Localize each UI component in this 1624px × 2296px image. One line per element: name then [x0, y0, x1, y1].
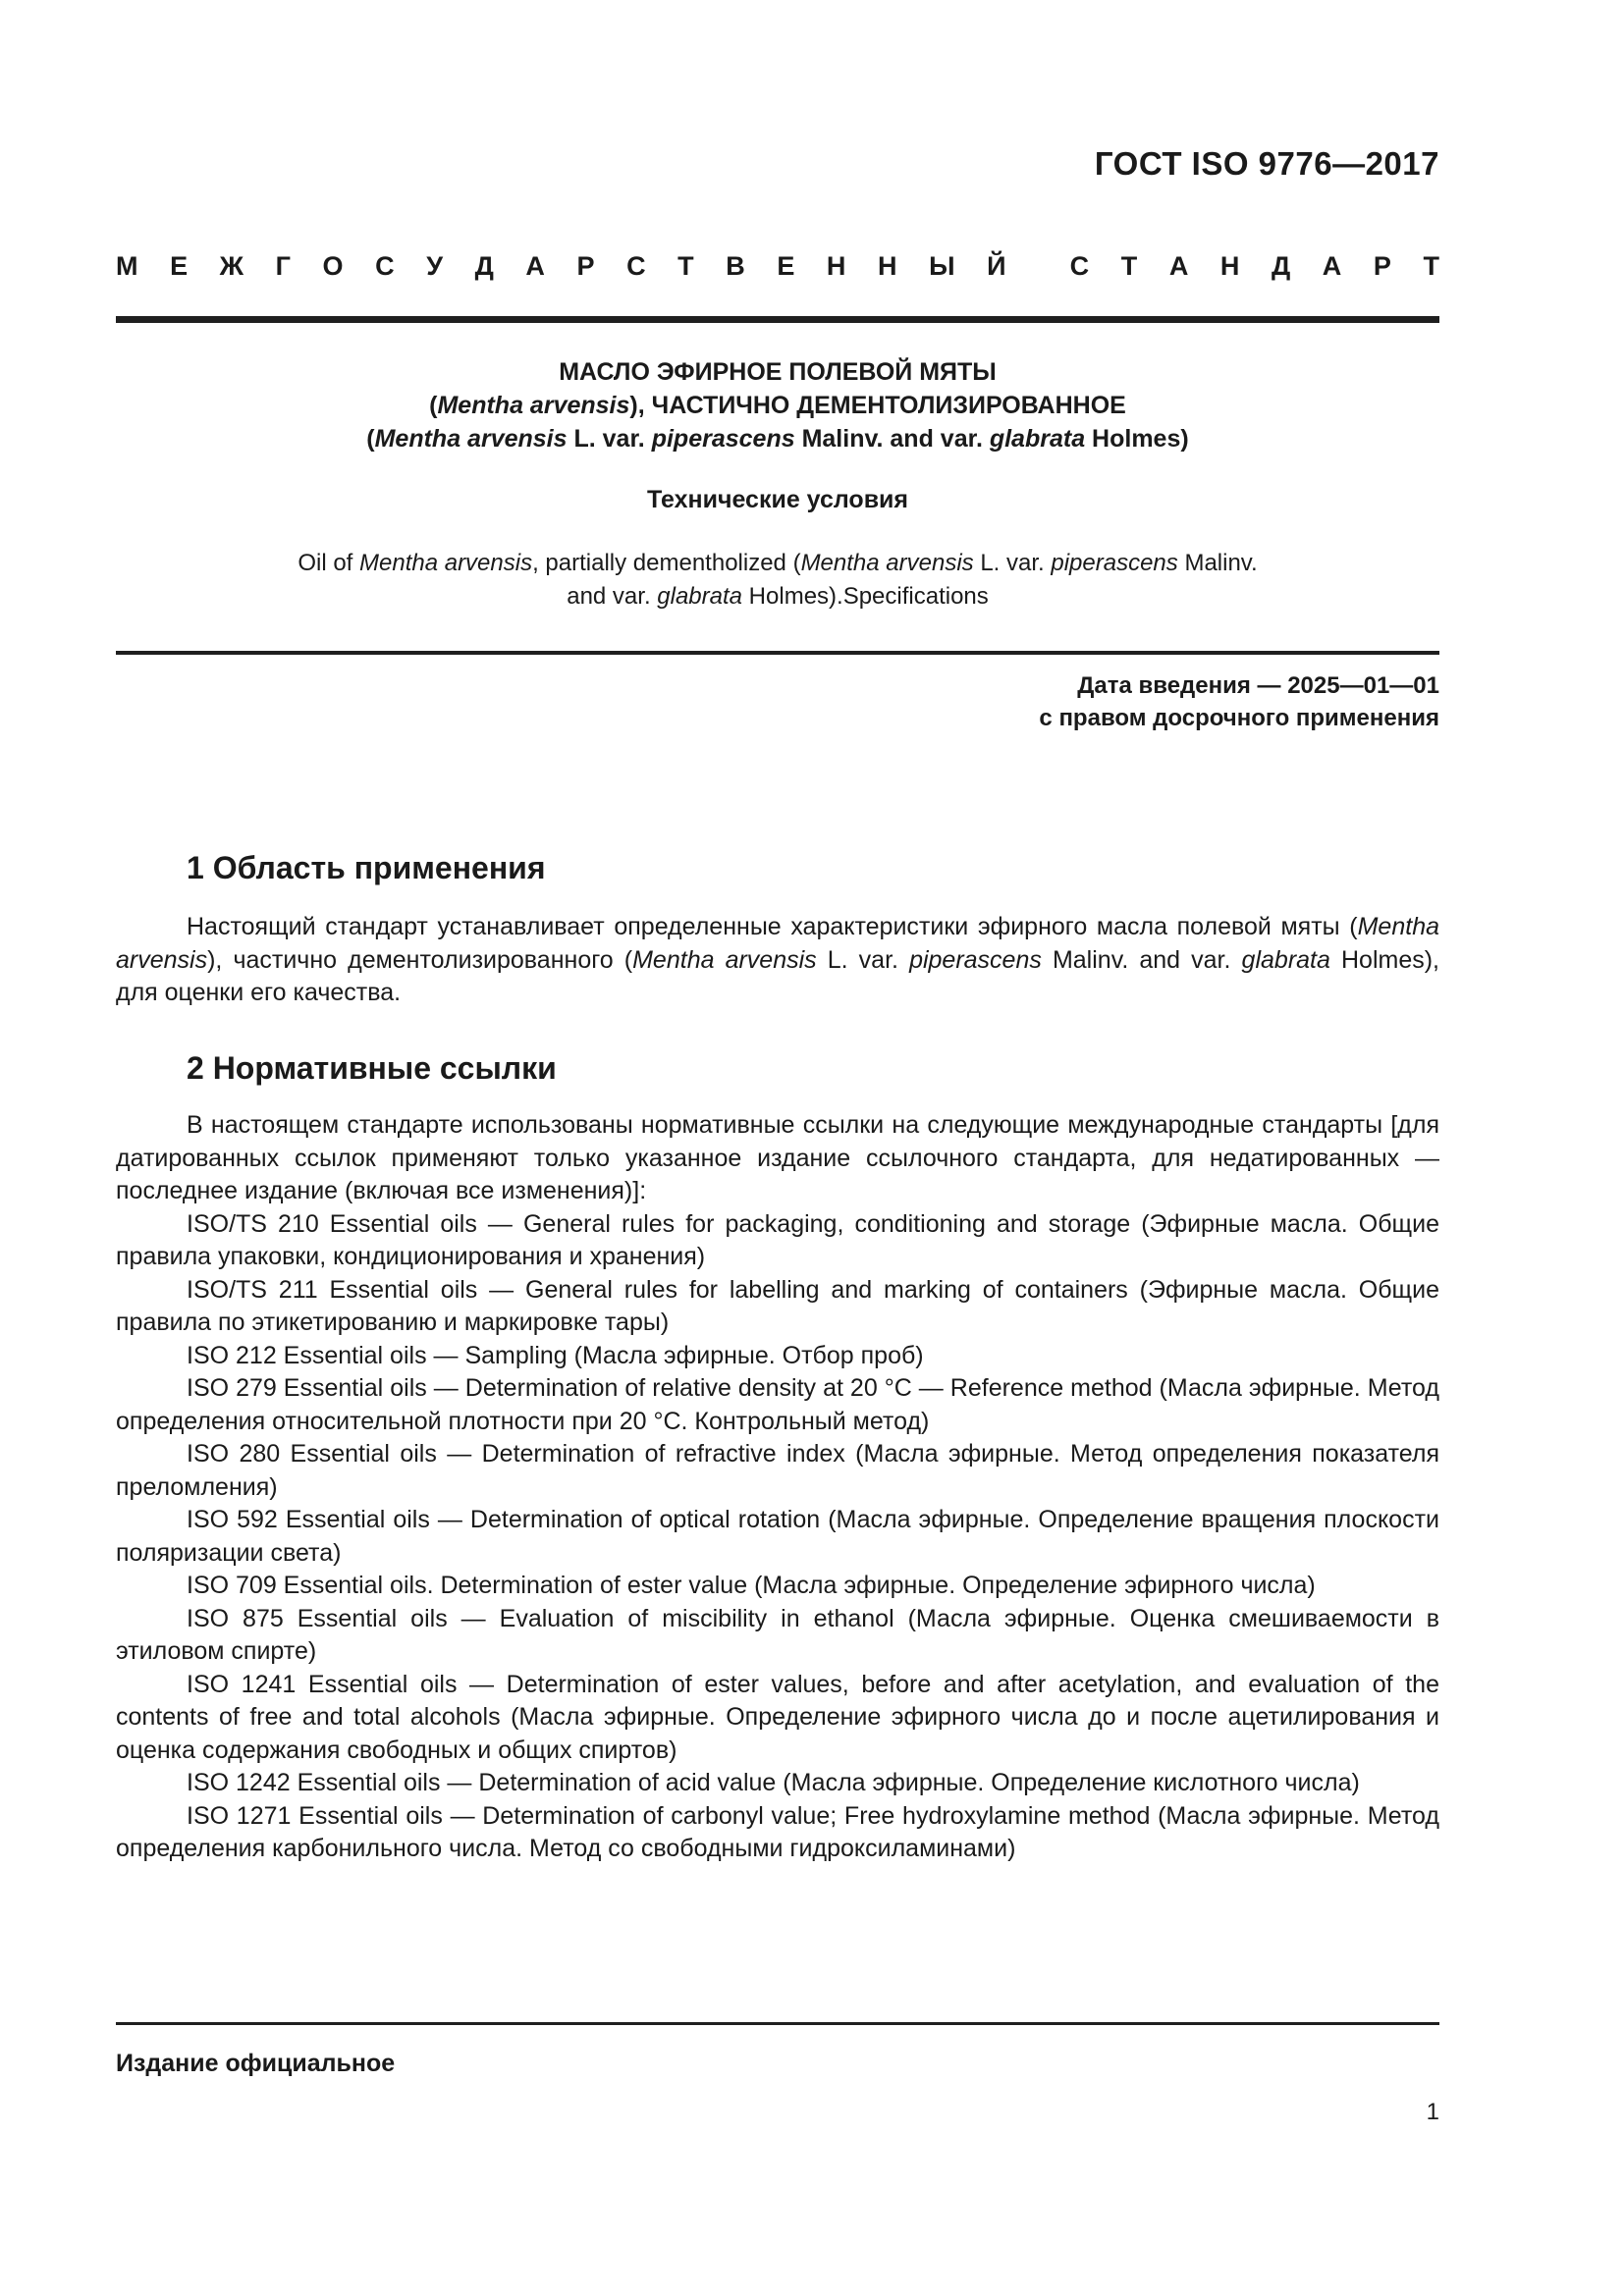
- title-divider: [116, 651, 1439, 655]
- reference-item: ISO 279 Essential oils — Determination of relative density at 20 °C — Reference method (Масла эфирные. Метод определения относительной плотности при 20 °С. Контрольный метод): [116, 1374, 1439, 1435]
- english-title-line-1: [116, 547, 1439, 580]
- en-text: L. var.: [973, 550, 1052, 576]
- standard-kind-letter: Ы: [929, 251, 955, 281]
- introduction-date: [1039, 669, 1439, 734]
- standard-kind-letter: О: [322, 251, 344, 281]
- standard-kind-letter: Р: [576, 251, 595, 281]
- en-text: Malinv.: [1177, 550, 1258, 576]
- standard-kind-letter: С: [375, 251, 395, 281]
- title-line-2: (Mentha arvensis), ЧАСТИЧНО ДЕМЕНТОЛИЗИРОВАННОЕ: [429, 392, 1126, 419]
- latin-var: piperascens: [909, 945, 1042, 974]
- body-text: Malinv. and var.: [1041, 945, 1242, 974]
- standard-number: ГОСТ ISO 9776—2017: [1094, 145, 1439, 182]
- standard-kind-letter: Н: [878, 251, 897, 281]
- header-divider: [116, 316, 1439, 323]
- reference-item: ISO 212 Essential oils — Sampling (Масла эфирные. Отбор проб): [187, 1341, 924, 1369]
- english-title: [116, 547, 1439, 614]
- body-text: Holmes), для оценки его качества.: [116, 945, 1439, 1006]
- title-line-3: (Mentha arvensis L. var. piperascens Malinv. and var. glabrata Holmes): [366, 425, 1189, 453]
- standard-kind-letter: Т: [1423, 251, 1439, 281]
- standard-kind-letter: У: [426, 251, 444, 281]
- standard-kind-letter: Д: [1271, 251, 1291, 281]
- official-edition-label: Издание официальное: [116, 2050, 396, 2077]
- reference-item: ISO 592 Essential oils — Determination of optical rotation (Масла эфирные. Определение вращения плоскости поляризации света): [116, 1506, 1439, 1567]
- en-latin: piperascens: [1051, 550, 1178, 576]
- en-latin: Mentha arvensis: [359, 550, 533, 576]
- reference-item: ISO/TS 211 Essential oils — General rules for labelling and marking of containers (Эфирные масла. Общие правила по этикетированию и маркировке тары): [116, 1275, 1439, 1336]
- reference-item: ISO 1271 Essential oils — Determination of carbonyl value; Free hydroxylamine method (Масла эфирные. Метод определения карбонильного числа. Метод со свободными гидроксиламинами): [116, 1801, 1439, 1862]
- standard-kind-letter: Е: [777, 251, 795, 281]
- standard-kind-letter: А: [1322, 251, 1342, 281]
- standard-kind-letter: Т: [677, 251, 694, 281]
- section-2-heading: 2 Нормативные ссылки: [187, 1050, 557, 1086]
- reference-item: ISO 875 Essential oils — Evaluation of miscibility in ethanol (Масла эфирные. Оценка смешиваемости в этиловом спирте): [116, 1604, 1439, 1665]
- body-text: L. var.: [816, 945, 910, 974]
- title-text: Malinv. and var.: [794, 425, 990, 453]
- reference-item: ISO 280 Essential oils — Determination of refractive index (Масла эфирные. Метод определения показателя преломления): [116, 1440, 1439, 1501]
- reference-item: ISO/TS 210 Essential oils — General rules for packaging, conditioning and storage (Эфирные масла. Общие правила упаковки, кондиционирования и хранения): [116, 1209, 1439, 1270]
- en-text: , partially dementholized (: [532, 550, 801, 576]
- en-latin: glabrata: [657, 583, 743, 610]
- standard-kind-letter: В: [726, 251, 745, 281]
- document-subtitle: Технические условия: [646, 486, 909, 513]
- standard-kind-letter: Е: [170, 251, 189, 281]
- standard-kind-letter: Р: [1373, 251, 1391, 281]
- standard-kind-letter: Г: [275, 251, 291, 281]
- standard-kind-letter: Ж: [219, 251, 244, 281]
- title-latin-name: Mentha arvensis: [437, 392, 630, 419]
- page-number: 1: [1426, 2099, 1439, 2125]
- title-text: Holmes): [1085, 425, 1189, 453]
- reference-item: ISO 1242 Essential oils — Determination of acid value (Масла эфирные. Определение кислотного числа): [187, 1769, 1360, 1796]
- en-text: Holmes).Specifications: [742, 583, 989, 610]
- standard-kind-letter: Н: [826, 251, 846, 281]
- latin-var: glabrata: [1241, 945, 1330, 974]
- section-1-body: [116, 911, 1439, 1010]
- title-text: L. var.: [567, 425, 652, 453]
- latin-name: Mentha arvensis: [116, 913, 1439, 974]
- standard-kind-letter: М: [116, 251, 138, 281]
- title-line-1: МАСЛО ЭФИРНОЕ ПОЛЕВОЙ МЯТЫ: [559, 358, 997, 386]
- section-1-heading: 1 Область применения: [187, 850, 546, 885]
- standard-kind-letter: Й: [987, 251, 1006, 281]
- section-2-intro: В настоящем стандарте использованы нормативные ссылки на следующие международные стандарты [для датированных ссылок применяют только указанное издание ссылочного стандарта, для недатированных — последнее издание (включая все изменения)]:: [116, 1111, 1439, 1204]
- standard-kind-letter: С: [1069, 251, 1090, 281]
- standard-kind-letter: А: [1168, 251, 1189, 281]
- standard-kind-letter: А: [525, 251, 545, 281]
- section-2-body: [116, 1109, 1439, 1866]
- english-title-line-2: [116, 580, 1439, 614]
- title-latin-name: Mentha arvensis: [374, 425, 568, 453]
- title-latin-var: glabrata: [989, 425, 1086, 453]
- reference-item: ISO 709 Essential oils. Determination of ester value (Масла эфирные. Определение эфирного числа): [187, 1572, 1316, 1599]
- standard-kind-letter: Д: [474, 251, 494, 281]
- document-title: [116, 355, 1439, 455]
- standard-kind-letter: С: [626, 251, 646, 281]
- standard-kind-letter: Т: [1120, 251, 1138, 281]
- body-text: ), частично дементолизированного (: [207, 945, 633, 974]
- reference-item: ISO 1241 Essential oils — Determination of ester values, before and after acetylation, and evaluation of the contents of free and total alcohols (Масла эфирные. Определение эфирного числа до и после ацетилирования и оценка содержания свободных и общих спиртов): [116, 1670, 1439, 1764]
- footer-divider: [116, 2022, 1439, 2025]
- latin-name: Mentha arvensis: [632, 945, 817, 974]
- section-1-paragraph: [116, 911, 1439, 1010]
- body-text: Настоящий стандарт устанавливает определенные характеристики эфирного масла полевой мяты (: [187, 913, 1358, 940]
- standard-kind-letter: Н: [1219, 251, 1240, 281]
- en-text: and var.: [567, 583, 658, 610]
- en-text: Oil of: [298, 550, 359, 576]
- title-latin-var: piperascens: [651, 425, 795, 453]
- title-line-2-rest: ), ЧАСТИЧНО ДЕМЕНТОЛИЗИРОВАННОЕ: [629, 392, 1126, 419]
- early-application-text: с правом досрочного применения: [1039, 705, 1439, 731]
- introduction-date-text: Дата введения — 2025—01—01: [1077, 672, 1439, 699]
- en-latin: Mentha arvensis: [800, 550, 974, 576]
- standard-kind: [116, 251, 1439, 282]
